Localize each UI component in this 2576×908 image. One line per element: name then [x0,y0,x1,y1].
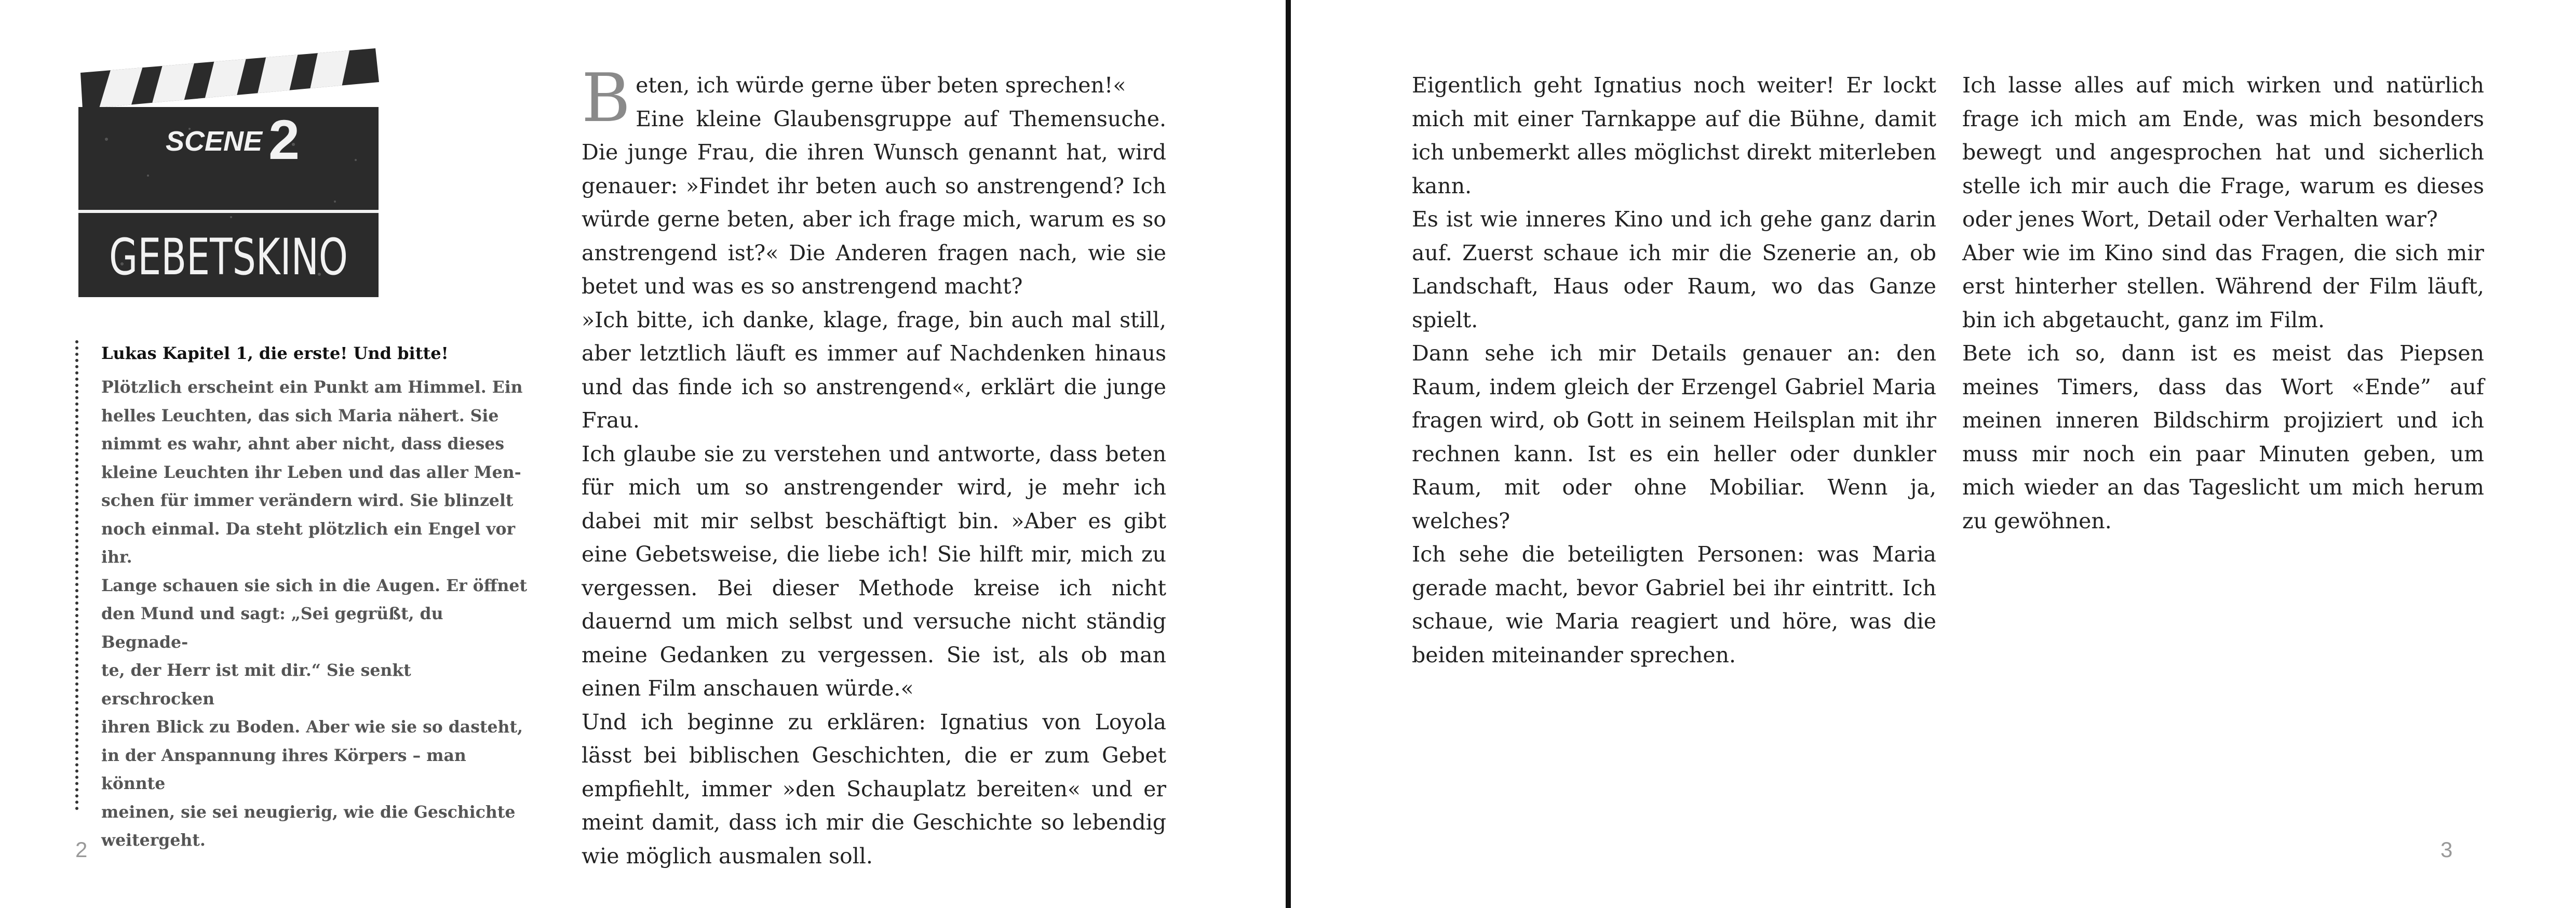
scene-number: 2 [268,108,300,171]
left-page [0,0,1286,908]
right-text-column-1 [1412,69,1936,672]
page-number-left: 2 [75,837,88,862]
right-text-column-2 [1962,69,2484,538]
sidebar-line: nimmt es wahr, ahnt aber nicht, dass dieses [101,434,505,453]
paragraph: Ich sehe die beteiligten Personen: was Maria gerade macht, bevor Gabriel bei ihr eintritt. Ich schaue, wie Maria reagiert und höre, was die beiden miteinander sprechen. [1412,542,1936,667]
sidebar-line: Plötzlich erscheint ein Punkt am Himmel. Ein [101,378,523,397]
sidebar-line: ihren Blick zu Boden. Aber wie sie so dasteht, [101,717,523,737]
paragraph: Und ich beginne zu erklären: Ignatius von Loyola lässt bei biblischen Geschichten, die er zum Gebet empfiehlt, immer »den Schauplatz bereiten« und er meint damit, dass ich mir die Geschichte so lebendig wie möglich ausmalen soll. [582,709,1166,869]
clapper-title: GEBETSKINO [109,228,348,286]
sidebar-line: helles Leuchten, das sich Maria nähert. Sie [101,406,499,425]
page-gutter [1286,0,1291,908]
drop-cap: B [582,60,631,137]
paragraph: Es ist wie inneres Kino und ich gehe ganz darin auf. Zuerst schaue ich mir die Szenerie an, ob Landschaft, Haus oder Raum, wo das Ganze spielt. [1412,207,1936,332]
paragraph: Bete ich so, dann ist es meist das Piepsen meines Timers, dass das Wort «Ende” auf meinen inneren Bildschirm projiziert und ich muss mir noch ein paar Minuten geben, um mich wieder an das Tageslicht um mich herum zu gewöhnen. [1962,341,2484,533]
sidebar-line: schen für immer verändern wird. Sie blinzelt [101,491,514,510]
scripture-sidebar [75,340,527,850]
clapper-divider [78,210,379,213]
page-number-right: 3 [2440,837,2453,862]
sidebar-line: noch einmal. Da steht plötzlich ein Engel vor ihr. [101,519,516,567]
main-text-column [582,60,1166,873]
opening-line-text: eten, ich würde gerne über beten sprechen!« [636,73,1126,98]
clapperboard-graphic [75,46,382,300]
paragraph: Aber wie im Kino sind das Fragen, die sich mir erst hinterher stellen. Während der Film läuft, bin ich abgetaucht, ganz im Film. [1962,240,2484,332]
right-page [1291,0,2576,908]
sidebar-text [101,373,527,855]
paragraph: Eigentlich geht Ignatius noch weiter! Er lockt mich mit einer Tarnkappe auf die Bühne, damit ich unbemerkt alles möglichst direkt miterleben kann. [1412,73,1936,198]
paragraph: Eine kleine Glaubensgruppe auf Themensuche. Die junge Frau, die ihren Wunsch genannt hat, wird genauer: »Findet ihr beten auch so anstrengend? Ich würde gerne beten, aber ich frage mich, warum es so anstrengend ist?« Die Anderen fragen nach, wie sie betet und was es so anstrengend macht? [582,106,1166,299]
scene-label: SCENE [165,126,262,157]
paragraph: »Ich bitte, ich danke, klage, frage, bin auch mal still, aber letztlich läuft es immer auf Nachdenken hinaus und das finde ich so anstrengend«, erklärt die junge Frau. [582,307,1166,433]
sidebar-line: kleine Leuchten ihr Leben und das aller Men- [101,462,521,482]
paragraph: Ich lasse alles auf mich wirken und natürlich frage ich mich am Ende, was mich besonders bewegt und angesprochen hat und sicherlich stelle ich mir auch die Frage, warum es dieses oder jenes Wort, Detail oder Verhalten war? [1962,73,2484,232]
sidebar-line: meinen, sie sei neugierig, wie die Geschichte [101,802,516,822]
sidebar-line: in der Anspannung ihres Körpers – man könnte [101,745,466,793]
sidebar-title: Lukas Kapitel 1, die erste! Und bitte! [101,343,449,363]
sidebar-line: weitergeht. [101,831,206,850]
paragraph: Dann sehe ich mir Details genauer an: den Raum, indem gleich der Erzengel Gabriel Maria fragen wird, ob Gott in seinem Heilsplan mit ihr rechnen kann. Ist es ein heller oder dunkler Raum, mit oder ohne Mobiliar. Wenn ja, welches? [1412,341,1936,533]
sidebar-line: te, der Herr ist mit dir.“ Sie senkt erschrocken [101,661,411,709]
opening-line [582,60,1166,137]
sidebar-line: den Mund und sagt: „Sei gegrüßt, du Begnade- [101,604,443,652]
paragraph: Ich glaube sie zu verstehen und antworte, dass beten für mich um so anstrengender wird, je mehr ich dabei mit mir selbst beschäftigt bin. »Aber es gibt eine Gebetsweise, die liebe ich! Sie hilft mir, mich zu vergessen. Bei dieser Methode kreise ich nicht dauernd um mich selbst und versuche nicht ständig meine Gedanken zu vergessen. Sie ist, als ob man einen Film anschauen würde.« [582,441,1166,701]
sidebar-line: Lange schauen sie sich in die Augen. Er öffnet [101,576,527,595]
